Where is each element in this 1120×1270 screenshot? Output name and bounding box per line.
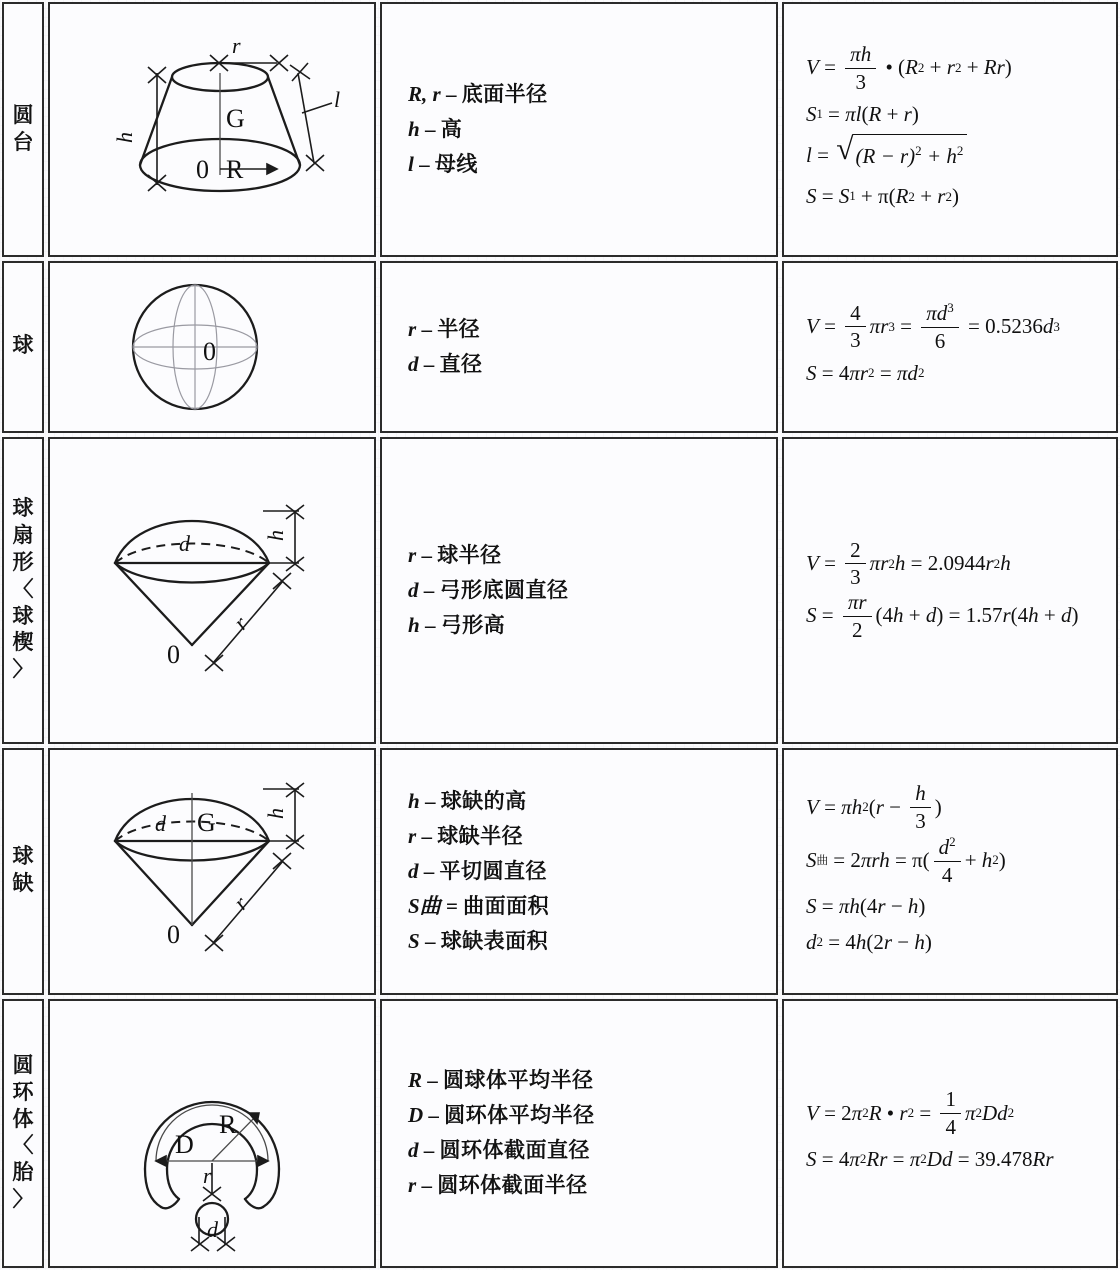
svg-text:0: 0: [167, 919, 180, 949]
definition-separator: –: [419, 152, 430, 177]
definition-text: 高: [440, 118, 463, 142]
definition-separator: –: [427, 1068, 438, 1093]
figure-cell-spherical-sector: [48, 437, 376, 744]
definition-item: [408, 1063, 595, 1098]
figure-cell-sphere: [48, 261, 376, 432]
definition-item: [408, 1098, 595, 1133]
figure-cell-torus: [48, 999, 376, 1268]
formula-list: [784, 36, 1012, 223]
definition-separator: –: [424, 117, 436, 142]
name-char: 球: [12, 334, 34, 358]
definition-text: 平切圆直径: [439, 859, 547, 883]
definition-text: 母线: [434, 153, 478, 177]
definition-text: 直径: [439, 352, 483, 376]
definition-item: [408, 889, 549, 924]
name-char: 台: [12, 130, 34, 154]
formula-volume: V = 2 π 2 R • r 2 = $\frac{1}{4}$ π 2 Dd 2: [806, 1087, 1015, 1139]
name-char: 扇: [12, 523, 34, 547]
table-row: [2, 261, 1118, 432]
figure-cell-spherical-segment: [48, 748, 376, 995]
name-char: 〉: [12, 1188, 34, 1212]
formula-total-surface: S = S 1 + π( R 2 + r 2 ): [806, 184, 959, 209]
definition-separator: –: [421, 542, 432, 567]
definition-text: 圆环体截面半径: [437, 1174, 588, 1198]
definition-item: [408, 854, 549, 889]
name-char: 楔: [12, 631, 34, 655]
formula-volume: V = $\frac{2}{3}$ πr 2 h = 2.0944 r 2 h: [806, 537, 1011, 590]
definition-text: 半径: [437, 317, 481, 341]
sphere-diagram: [117, 272, 307, 422]
table-row: [2, 999, 1118, 1268]
frustum-diagram: [62, 15, 362, 245]
svg-text:0: 0: [167, 640, 180, 670]
formula-volume: V = $\frac{\pi h}{3}$ • ( R 2 + r 2 + Rr ): [806, 41, 1012, 94]
definition-text: 球缺的高: [440, 789, 527, 813]
svg-text:h: h: [263, 530, 288, 542]
definition-symbol: r: [408, 823, 417, 848]
definition-item: [408, 112, 548, 147]
shape-name-label: [13, 333, 34, 360]
name-char: 胎: [12, 1161, 34, 1185]
formula-surface: S = $\frac{\pi r}{2}$ (4 h + d ) = 1.57 r (4 h + d ): [806, 590, 1079, 642]
shape-name-cell-spherical-segment: [2, 748, 44, 995]
definition-item: [408, 573, 569, 608]
definition-item: [408, 77, 548, 112]
name-char: 圆: [12, 103, 34, 127]
definition-cell-torus: [380, 999, 778, 1268]
definition-list: [382, 1057, 595, 1209]
formula-surface: S = 4 πr 2 = πd 2: [806, 360, 925, 385]
definition-item: [408, 1168, 595, 1203]
name-char: 球: [12, 845, 34, 869]
definition-text: 圆环体截面直径: [439, 1139, 590, 1163]
table-row: [2, 2, 1118, 257]
definition-separator: =: [445, 893, 458, 918]
formula-curved-surface: S 曲 = 2 πrh = π( $\frac{d^2}{4}$ + h 2 ): [806, 834, 1006, 887]
svg-text:0: 0: [196, 154, 209, 184]
definition-separator: –: [423, 577, 435, 602]
shape-name-label: [13, 1053, 34, 1214]
formula-total-surface: S = πh (4 r − h ): [806, 893, 926, 918]
svg-text:G: G: [197, 807, 216, 837]
svg-text:D: D: [175, 1129, 194, 1159]
definition-symbol: r: [408, 542, 417, 567]
shape-name-label: [13, 103, 34, 157]
definition-symbol: r: [408, 1173, 417, 1198]
formula-slant-height: l = √ $(R - r)^2 + h^2$: [806, 134, 1012, 177]
definition-cell-frustum: [380, 2, 778, 257]
name-char: 环: [12, 1080, 34, 1104]
shape-name-cell-spherical-sector: [2, 437, 44, 744]
definition-text: 底面半径: [461, 83, 548, 107]
svg-text:R: R: [226, 154, 244, 184]
shape-name-cell-sphere: [2, 261, 44, 432]
table-row: [2, 437, 1118, 744]
definition-list: [382, 532, 569, 649]
formula-list: [784, 294, 1060, 399]
formula-cell-torus: [782, 999, 1118, 1268]
torus-diagram: [67, 1011, 357, 1256]
svg-text:d: d: [155, 810, 166, 836]
definition-text: 弓形高: [440, 613, 506, 637]
definition-symbol: d: [408, 577, 419, 602]
figure-cell-frustum: [48, 2, 376, 257]
name-char: 球: [12, 497, 34, 521]
name-char: 〈: [12, 577, 34, 601]
svg-text:r: r: [228, 891, 253, 915]
definition-text: 圆环体平均半径: [444, 1104, 595, 1128]
name-char: 体: [12, 1107, 34, 1131]
definition-separator: –: [421, 316, 432, 341]
shape-name-label: [13, 844, 34, 898]
definition-item: [408, 924, 549, 959]
table-row: [2, 748, 1118, 995]
definition-item: [408, 147, 548, 182]
definition-separator: –: [424, 928, 436, 953]
name-char: 圆: [12, 1053, 34, 1077]
formula-cell-sphere: [782, 261, 1118, 432]
svg-text:h: h: [263, 807, 288, 819]
definition-separator: –: [421, 1173, 432, 1198]
definition-separator: –: [423, 351, 435, 376]
name-char: 〈: [12, 1134, 34, 1158]
formula-chord-diameter: d 2 = 4 h (2 r − h ): [806, 930, 932, 955]
name-char: 球: [12, 604, 34, 628]
definition-symbol: d: [408, 858, 419, 883]
name-char: 缺: [12, 872, 34, 896]
formula-cell-frustum: [782, 2, 1118, 257]
shape-name-cell-frustum: [2, 2, 44, 257]
definition-text: 弓形底圆直径: [439, 578, 569, 602]
svg-text:d: d: [207, 1216, 218, 1242]
formula-volume: V = $\frac{4}{3}$ πr 3 = $\frac{\pi d^3}{6}$ = 0.5236 d 3: [806, 300, 1060, 353]
center-label: 0: [203, 336, 216, 366]
shape-name-label: [13, 496, 34, 684]
definition-item: [408, 819, 549, 854]
definition-text: 曲面面积: [463, 894, 550, 918]
definition-symbol: R: [408, 1068, 423, 1093]
svg-text:r: r: [228, 611, 253, 635]
definition-symbol: S: [408, 928, 420, 953]
formula-cell-spherical-segment: [782, 748, 1118, 995]
definition-separator: –: [421, 823, 432, 848]
definition-text: 圆球体平均半径: [443, 1069, 594, 1093]
definition-text: 球缺表面积: [440, 929, 549, 953]
definition-item: [408, 312, 483, 347]
definition-separator: –: [445, 82, 457, 107]
definition-symbol: h: [408, 612, 420, 637]
svg-text:l: l: [334, 86, 341, 112]
definition-symbol: S曲: [408, 893, 441, 918]
definition-separator: –: [424, 612, 436, 637]
definition-separator: –: [424, 788, 436, 813]
definition-item: [408, 784, 549, 819]
spherical-sector-diagram: [67, 485, 357, 695]
definition-item: [408, 608, 569, 643]
definition-separator: –: [423, 1138, 435, 1163]
svg-text:R: R: [219, 1109, 237, 1139]
name-char: 〉: [12, 658, 34, 682]
formula-surface: S = 4 π 2 Rr = π 2 Dd = 39.478 Rr: [806, 1146, 1054, 1171]
definition-text: 球半径: [437, 543, 502, 567]
definition-symbol: l: [408, 152, 414, 177]
definition-separator: –: [423, 858, 435, 883]
definition-separator: –: [428, 1103, 439, 1128]
svg-text:G: G: [226, 103, 245, 133]
formula-list: [784, 532, 1079, 649]
formula-cell-spherical-sector: [782, 437, 1118, 744]
definition-symbol: D: [408, 1103, 424, 1128]
svg-text:r: r: [203, 1162, 212, 1188]
definition-text: 球缺半径: [437, 824, 524, 848]
svg-text:r: r: [232, 32, 241, 58]
svg-text:h: h: [112, 131, 137, 143]
formula-volume: V = πh 2 ( r − $\frac{h}{3}$ ): [806, 781, 942, 834]
definition-item: [408, 347, 483, 382]
definition-cell-spherical-sector: [380, 437, 778, 744]
definition-symbol: h: [408, 117, 420, 142]
definition-cell-sphere: [380, 261, 778, 432]
definition-symbol: R, r: [408, 82, 441, 107]
definition-item: [408, 1133, 595, 1168]
shape-name-cell-torus: [2, 999, 44, 1268]
definition-symbol: h: [408, 788, 420, 813]
definition-symbol: r: [408, 316, 417, 341]
name-char: 形: [12, 550, 34, 574]
spherical-segment-diagram: [67, 769, 357, 974]
formula-list: [784, 775, 1006, 967]
definition-cell-spherical-segment: [380, 748, 778, 995]
definition-list: [382, 71, 548, 188]
definition-symbol: d: [408, 351, 419, 376]
definition-symbol: d: [408, 1138, 419, 1163]
formula-lateral-surface: S 1 = πl ( R + r ): [806, 101, 919, 126]
definition-list: [382, 778, 549, 965]
definition-list: [382, 306, 483, 388]
formula-list: [784, 1081, 1054, 1185]
definition-item: [408, 538, 569, 573]
svg-text:d: d: [179, 531, 190, 557]
